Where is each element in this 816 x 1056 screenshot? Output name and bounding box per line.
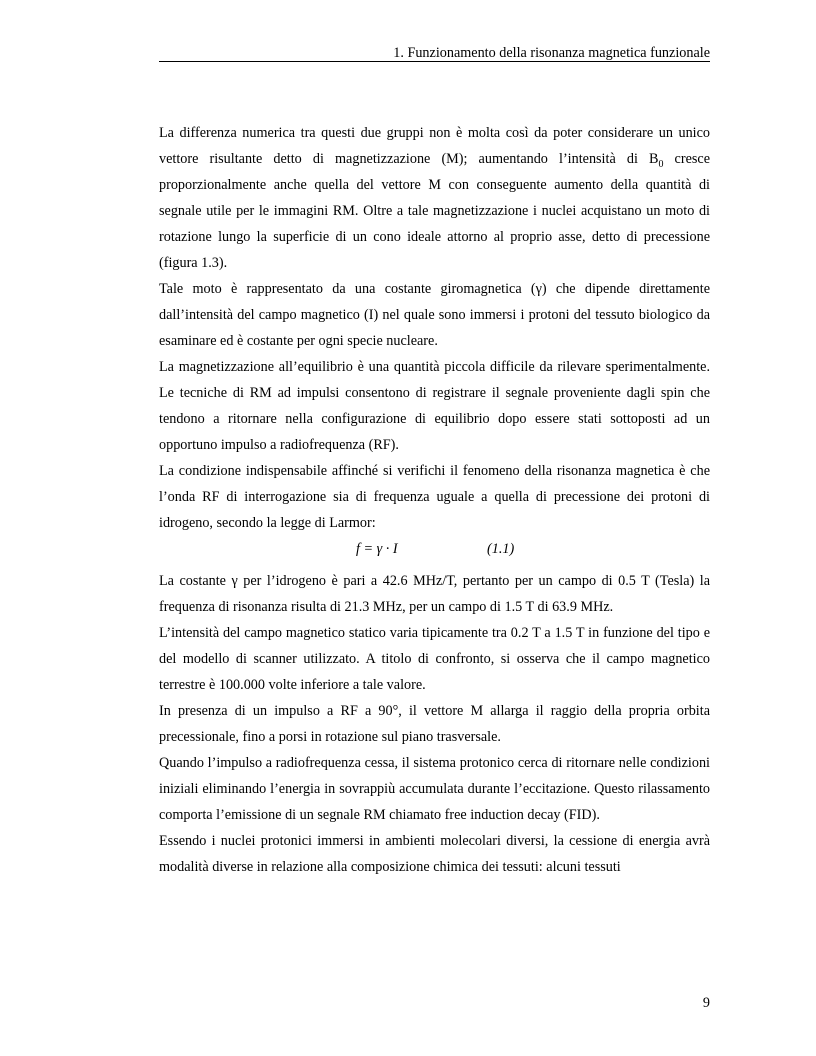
paragraph-3: La magnetizzazione all’equilibrio è una quantità piccola difficile da rilevare sperimentalmente. Le tecniche di RM ad impulsi consentono di registrare il segnale proveniente dagli spin che tendono a ritornare nella configurazione di equilibrio dopo essere stati sottoposti ad un opportuno impulso a radiofrequenza (RF). [159,359,710,453]
body-text [159,120,710,880]
page-number: 9 [702,995,710,1011]
paragraph-9: Essendo i nuclei protonici immersi in ambienti molecolari diversi, la cessione di energia avrà modalità diverse in relazione alla composizione chimica dei tessuti: alcuni tessuti [159,833,710,875]
running-header: 1. Funzionamento della risonanza magnetica funzionale [393,45,710,61]
header-rule [159,61,710,62]
paragraph-7: In presenza di un impulso a RF a 90°, il vettore M allarga il raggio della propria orbita precessionale, fino a porsi in rotazione sul piano trasversale. [159,703,710,745]
paragraph-1 [159,120,710,276]
equation-number: (1.1) [487,541,515,557]
paragraph-5: La costante γ per l’idrogeno è pari a 42.6 MHz/T, pertanto per un campo di 0.5 T (Tesla) la frequenza di risonanza risulta di 21.3 MHz, per un campo di 1.5 T di 63.9 MHz. [159,573,710,615]
paragraph-2: Tale moto è rappresentato da una costante giromagnetica (γ) che dipende direttamente dall’intensità del campo magnetico (I) nel quale sono immersi i protoni del tessuto biologico da esaminare ed è costante per ogni specie nucleare. [159,281,710,349]
paragraph-1-text-a: La differenza numerica tra questi due gruppi non è molta così da poter considerare un unico vettore risultante detto di magnetizzazione (M); aumentando l’intensità di B [159,125,710,167]
paragraph-8: Quando l’impulso a radiofrequenza cessa, il sistema protonico cerca di ritornare nelle condizioni iniziali eliminando l’energia in sovrappiù accumulata durante l’eccitazione. Questo rilassamento comporta l’emissione di un segnale RM chiamato free induction decay (FID). [159,755,710,823]
equation-formula: f = γ · I [356,541,398,557]
paragraph-4: La condizione indispensabile affinché si verifichi il fenomeno della risonanza magnetica è che l’onda RF di interrogazione sia di frequenza uguale a quella di precessione dei protoni di idrogeno, secondo la legge di Larmor: [159,463,710,531]
larmor-equation [159,536,710,562]
paragraph-1-text-b: cresce proporzionalmente anche quella del vettore M con conseguente aumento della quantità di segnale utile per le immagini RM. Oltre a tale magnetizzazione i nuclei acquistano un moto di rotazione lungo la superficie di un cono ideale attorno al proprio asse, detto di precessione (figura 1.3). [159,151,710,271]
paragraph-6: L’intensità del campo magnetico statico varia tipicamente tra 0.2 T a 1.5 T in funzione del tipo e del modello di scanner utilizzato. A titolo di confronto, si osserva che il campo magnetico terrestre è 100.000 volte inferiore a tale valore. [159,625,710,693]
b0-subscript: 0 [658,158,664,170]
